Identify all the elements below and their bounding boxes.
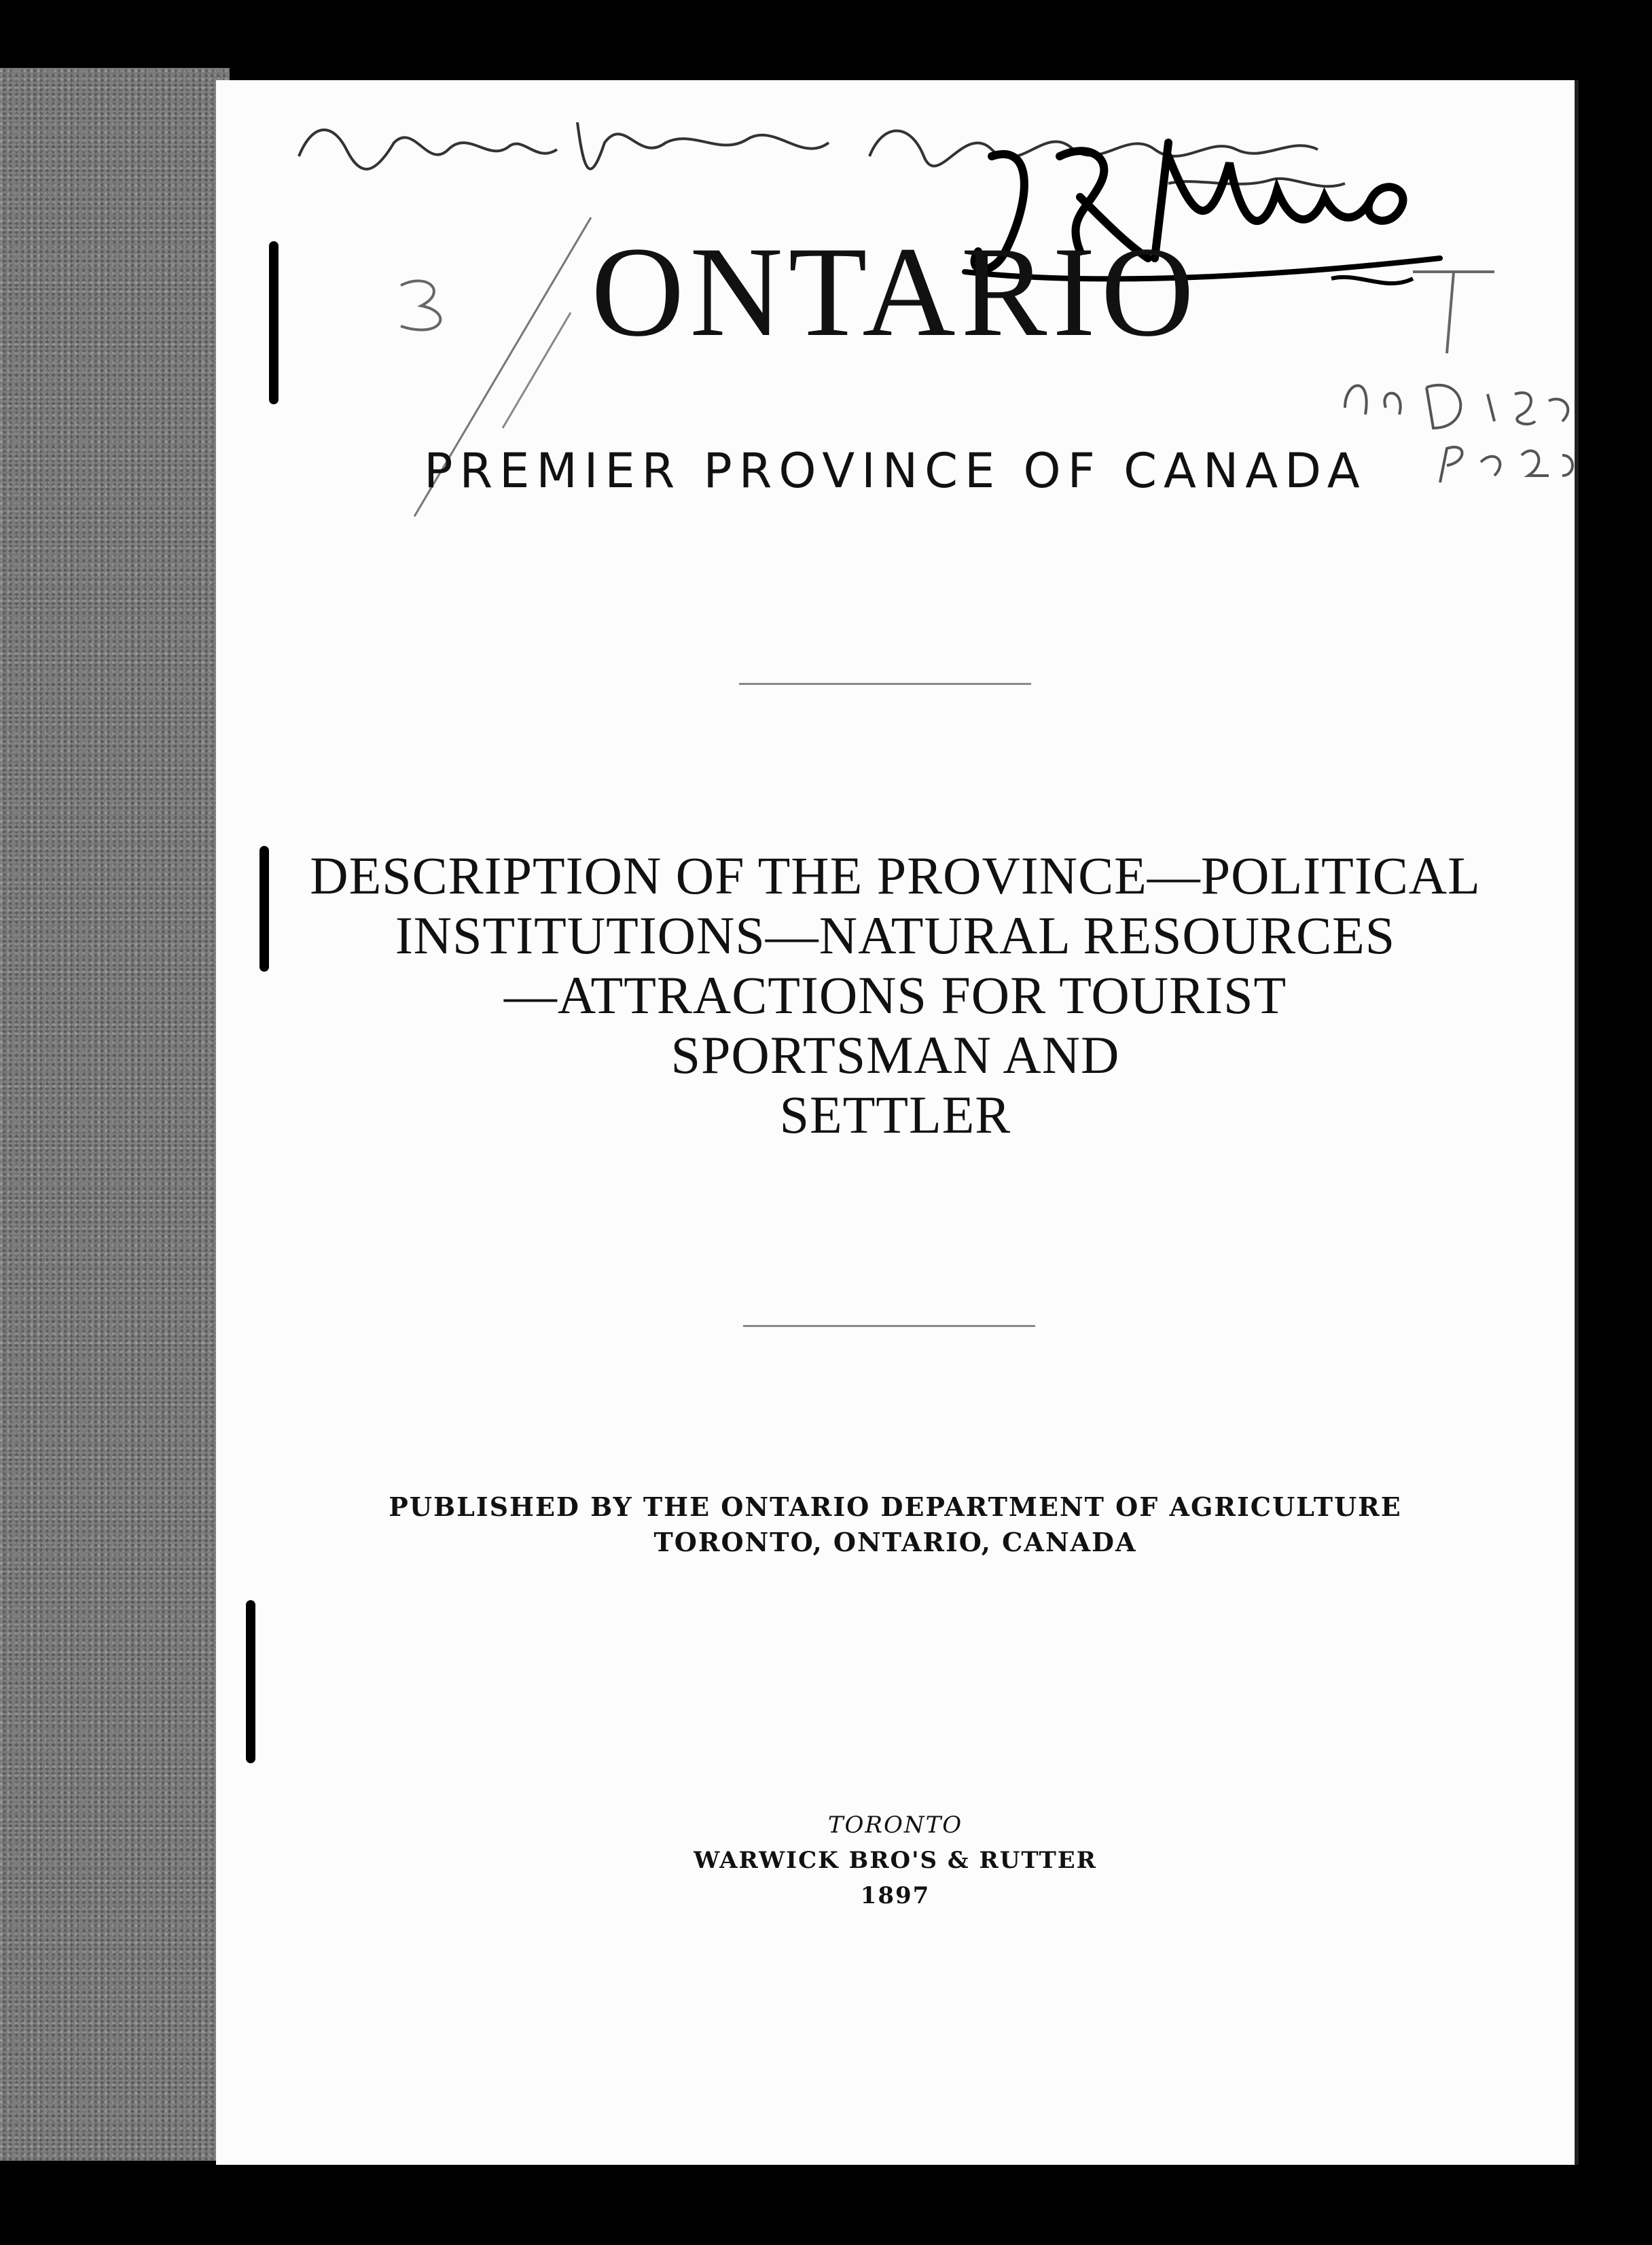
imprint-city: TORONTO (827, 1811, 963, 1839)
description-line: DESCRIPTION OF THE PROVINCE—POLITICAL (310, 846, 1481, 905)
description-line: —ATTRACTIONS FOR TOURIST (503, 966, 1287, 1025)
imprint-block (216, 1807, 1575, 1913)
cover-board (0, 68, 230, 2161)
description-line: SETTLER (779, 1085, 1011, 1144)
description-block (216, 846, 1575, 1145)
divider-top (739, 683, 1031, 685)
document-subtitle: PREMIER PROVINCE OF CANADA (424, 443, 1367, 499)
publisher-line: PUBLISHED BY THE ONTARIO DEPARTMENT OF AGRICULTURE (389, 1491, 1402, 1522)
staple-bottom (246, 1600, 255, 1763)
description-line: SPORTSMAN AND (670, 1025, 1120, 1084)
description-line: INSTITUTIONS—NATURAL RESOURCES (395, 906, 1396, 965)
imprint-year: 1897 (860, 1882, 931, 1909)
publisher-block (216, 1489, 1575, 1560)
document-title: ONTARIO (591, 221, 1200, 364)
imprint-printer: WARWICK BRO'S & RUTTER (694, 1847, 1097, 1874)
publisher-line: TORONTO, ONTARIO, CANADA (653, 1527, 1137, 1557)
divider-bottom (743, 1325, 1035, 1327)
